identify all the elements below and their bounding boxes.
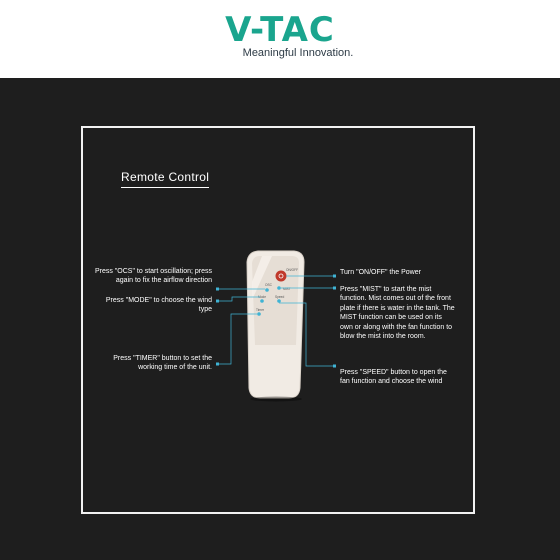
speed-button[interactable] [277, 299, 281, 303]
remote-osc-label: OSC [265, 283, 272, 287]
remote-control [247, 251, 304, 402]
callout-mist: Press "MIST" to start the mist function. Mist comes out of the front plate if there is water in the tank. The MIST function can be used on its own or along with the fan function to blow the mist into the room. [340, 286, 455, 341]
mist-button[interactable] [277, 286, 281, 290]
connector-end-ocs [216, 288, 219, 291]
section-title: Remote Control [121, 170, 209, 188]
callout-speed: Press "SPEED" button to open the fan function and choose the wind [340, 369, 447, 386]
remote-power-label: ON/OFF [286, 268, 299, 272]
mode-button[interactable] [260, 299, 264, 303]
callout-power: Turn "ON/OFF" the Power [340, 269, 421, 276]
callout-ocs: Press "OCS" to start oscillation; press again to fix the airflow direction [94, 268, 212, 285]
connector-end-power [333, 275, 336, 278]
osc-button[interactable] [265, 288, 269, 292]
callout-mode: Press "MODE" to choose the wind type [105, 297, 212, 314]
connector-end-mist [333, 287, 336, 290]
remote-speed-label: Speed [275, 295, 285, 299]
power-button[interactable] [276, 271, 287, 282]
brand-tagline: Meaningful Innovation. [242, 47, 354, 59]
remote-mist-label: MIST [283, 287, 291, 291]
connector-end-mode [216, 300, 219, 303]
remote-mode-label: Mode [258, 295, 266, 299]
remote-timer-label: Timer [256, 308, 265, 312]
brand-logo: V-TAC [225, 10, 335, 50]
connector-end-speed [333, 365, 336, 368]
callout-timer: Press "TIMER" button to set the working time of the unit. [113, 355, 212, 372]
timer-button[interactable] [257, 312, 261, 316]
connector-end-timer [216, 363, 219, 366]
